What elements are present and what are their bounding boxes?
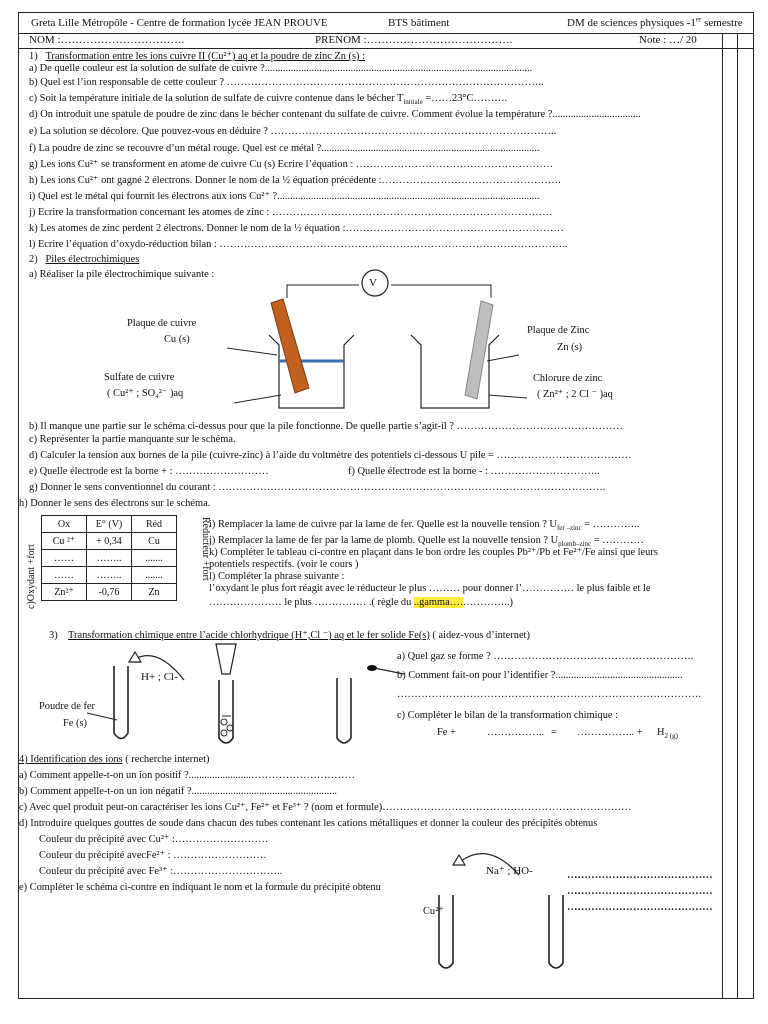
header-course: BTS bâtiment — [388, 17, 450, 29]
table-row: Cu ²⁺ + 0,34 Cu — [42, 533, 177, 550]
worksheet-page — [18, 12, 754, 999]
table-side-right: Réducteur +fort — [200, 517, 211, 581]
header-school: Greta Lille Métropôle - Centre de formation lycée JEAN PROUVE — [31, 17, 328, 29]
s3-fe-s: Fe (s) — [63, 718, 87, 729]
s2-q-j: j) Remplacer la lame de fer par la lame de plomb. Quelle est la nouvelle tension ? $U_{plomb-zinc}$ = ………… — [209, 535, 644, 549]
s2-q-g: g) Donner le sens conventionnel du courant : …………………………………………………………………………………………………. — [29, 482, 606, 493]
s2-q-a: a) Réaliser la pile électrochimique suivante : — [29, 269, 215, 280]
s1-title: 1) Transformation entre les ions cuivre II (Cu²⁺) aq et la poudre de zinc Zn (s) : — [29, 51, 366, 62]
funnel — [216, 644, 236, 674]
s1-q-a: a) De quelle couleur est la solution de sulfate de cuivre ?....................................................................................................... — [29, 63, 533, 74]
s3-eq-h2: $H_{2 (g)}$ — [657, 727, 678, 741]
s1-q-b: b) Quel est l’ion responsable de cette couleur ? ……………………………………………………………………………….. — [29, 77, 544, 88]
s3-eq-equals: = — [551, 727, 557, 738]
s1-q-h: h) Les ions Cu²⁺ ont gagné 2 électrons. Donner le nom de la ½ équation précédente :……………………………………………. — [29, 175, 561, 186]
s4-color-cu: Couleur du précipité avec Cu²⁺ :……………………… — [39, 834, 269, 845]
s4-cu-label: Cu²⁺ — [423, 906, 444, 917]
s1-q-d: d) On introduit une spatule de poudre de zinc dans le bécher contenant du sulfate de cuivre. Comment évolue la température ?.................................. — [29, 109, 641, 120]
s3-q-b2: ……………………………………………………………………………. — [397, 689, 701, 700]
label-sulfate-formula: ( Cu²⁺ ; SO₄²⁻ )aq — [107, 388, 184, 399]
acid-iron-diagram — [19, 638, 409, 758]
s1-q-e: e) La solution se décolore. Que pouvez-vous en déduire ? ……………………………………………………………………….. — [29, 126, 557, 137]
s2-q-f: f) Quelle électrode est la borne - : ………………………….. — [348, 466, 600, 477]
label-cu-s: Cu (s) — [164, 334, 190, 345]
s3-poudre: Poudre de fer — [39, 701, 95, 712]
label-plaque-cuivre: Plaque de cuivre — [127, 318, 197, 329]
s3-q-b: b) Comment fait-on pour l’identifier ?................................................. — [397, 670, 683, 681]
table-header-row: Ox E° (V) Réd — [42, 516, 177, 533]
s1-q-l: l) Ecrire l’équation d’oxydo-réduction bilan : ……………………………………………………………………………………….. — [29, 239, 568, 250]
s2-q-c: c) Représenter la partie manquante sur le schéma. — [29, 434, 236, 445]
margin-line-2 — [737, 33, 738, 998]
s1-q-i: i) Quel est le métal qui fournit les électrons aux ions Cu²⁺ ?..................................................................................................... — [29, 191, 540, 202]
s2-q-e: e) Quelle électrode est la borne + : ……………………… — [29, 466, 269, 477]
s2-q-l3: ………………… le plus …………… .( règle du ..gamma….…………..) — [209, 597, 513, 608]
copper-plate — [271, 299, 309, 393]
table-row: Zn²⁺ -0,76 Zn — [42, 584, 177, 601]
s4-color-fe2: Couleur du précipité avecFe²⁺ : ……………………… — [39, 850, 267, 861]
s1-q-c: c) Soit la température initiale de la solution de sulfate de cuivre contenue dans le bécher $T_{initiale}$ =……23°C………. — [29, 93, 508, 107]
margin-line-1 — [722, 33, 723, 998]
s3-eq-dots1[interactable]: …………….. — [487, 727, 545, 738]
match-icon — [367, 665, 377, 671]
s3-q-a: a) Quel gaz se forme ? …………………………………………………. — [397, 651, 694, 662]
s3-q-c: c) Compléter le bilan de la transformation chimique : — [397, 710, 619, 721]
s4-answer-line-3[interactable]: …………………………………… — [567, 902, 713, 913]
s1-q-g: g) Les ions Cu²⁺ se transforment en atome de cuivre Cu (s) Ecrire l’équation : ………………………………………………… — [29, 159, 554, 170]
header-bar — [19, 13, 753, 34]
s2-q-k2: potentiels respectifs. (voir le cours ) — [209, 559, 359, 570]
s4-title: 4) Identification des ions ( recherche internet) — [19, 754, 210, 765]
label-plaque-zinc: Plaque de Zinc — [527, 325, 590, 336]
s1-q-j: j) Ecrire la transformation concernant les atomes de zinc : ……………………………………………………………………… — [29, 207, 553, 218]
note-field: Note : …/ 20 — [639, 34, 697, 46]
tube-right — [337, 678, 351, 743]
gamma-highlight: ..gamma…. — [413, 597, 463, 608]
s4-q-d: d) Introduire quelques gouttes de soude dans chacun des tubes contenant les cations métalliques et donner la couleur des précipités obtenus — [19, 818, 598, 829]
s4-answer-line-1[interactable]: …………………………………… — [567, 870, 713, 881]
s4-q-c: c) Avec quel produit peut-on caractériser les ions Cu²⁺, Fe²⁺ et Fe³⁺ ? (nom et formule)……………………………………………………………… — [19, 802, 632, 813]
s4-reagent: Na⁺ ; HO- — [486, 865, 533, 877]
table-side-left: c)Oxydant +fort — [26, 544, 37, 609]
s2-q-h: h) Donner le sens des électrons sur le schéma. — [19, 498, 211, 509]
s2-q-d: d) Calculer la tension aux bornes de la pile (cuivre-zinc) à l’aide du voltmètre des potentiels ci-dessous U pile = ………………………………… — [29, 450, 632, 461]
s1-q-k: k) Les atomes de zinc perdent 2 électrons. Donner le nom de la ½ équation :……………………………………………………… — [29, 223, 564, 234]
label-sulfate: Sulfate de cuivre — [104, 372, 175, 383]
table-row[interactable]: …… …….. ....... — [42, 550, 177, 567]
tube-cu-right — [549, 895, 563, 968]
prenom-field[interactable]: PRENOM :…………………………………. — [315, 34, 513, 46]
header-title: DM de sciences physiques -1er semestre — [567, 15, 743, 29]
s4-q-a: a) Comment appelle-t-on un ion positif ?........................………………………… — [19, 770, 355, 781]
identity-row — [19, 33, 753, 49]
s3-title: 3) Transformation chimique entre l’acide chlorhydrique (H⁺,Cl ⁻) aq et le fer solide Fe(s) ( aidez-vous d’internet) — [49, 630, 530, 641]
s4-q-b: b) Comment appelle-t-on un ion négatif ?........................................................ — [19, 786, 338, 797]
tube-left — [114, 666, 128, 739]
nom-field[interactable]: NOM :……………………………. — [29, 34, 185, 46]
s4-q-e: e) Compléter le schéma ci-contre en indiquant le nom et la formule du précipité obtenu — [19, 882, 381, 893]
s3-eq-dots2[interactable]: …………….. + — [577, 727, 643, 738]
table-row[interactable]: …… …….. ....... — [42, 567, 177, 584]
s3-eq-fe: Fe + — [437, 727, 456, 738]
s4-color-fe3: Couleur du précipité avec Fe³⁺ :………………………….. — [39, 866, 283, 877]
label-zn-s: Zn (s) — [557, 342, 583, 353]
s2-q-l1: l) Compléter la phrase suivante : — [209, 571, 345, 582]
voltmeter-label: V — [369, 277, 377, 289]
s3-reagent: H+ ; Cl- — [141, 671, 178, 683]
s1-q-f: f) La poudre de zinc se recouvre d’un métal rouge. Quel est ce métal ?.................................................................................... — [29, 143, 540, 154]
beaker-left — [269, 335, 354, 408]
label-chlorure: Chlorure de zinc — [533, 373, 603, 384]
s2-q-l2: l’oxydant le plus fort réagit avec le réducteur le plus ……… pour donner l’…………… le plus faible et le — [209, 583, 651, 594]
s2-title: 2) Piles électrochimiques — [29, 254, 140, 265]
s4-answer-line-2[interactable]: …………………………………… — [567, 886, 713, 897]
label-chlorure-formula: ( Zn²⁺ ; 2 Cl ⁻ )aq — [537, 389, 613, 400]
s2-q-b: b) Il manque une partie sur le schéma ci-dessus pour que la pile fonctionne. De quelle partie s’agit-il ? ………………………………………… — [29, 421, 623, 432]
s2-q-k1: k) Compléter le tableau ci-contre en plaçant dans le bon ordre les couples Pb²⁺/Pb et Fe²⁺/Fe ainsi que leurs — [209, 547, 658, 558]
potentials-table — [41, 515, 177, 601]
s2-q-i: i) Remplacer la lame de cuivre par la lame de fer. Quelle est la nouvelle tension ? $U_{fer -zinc}$ = ………….. — [209, 519, 640, 533]
